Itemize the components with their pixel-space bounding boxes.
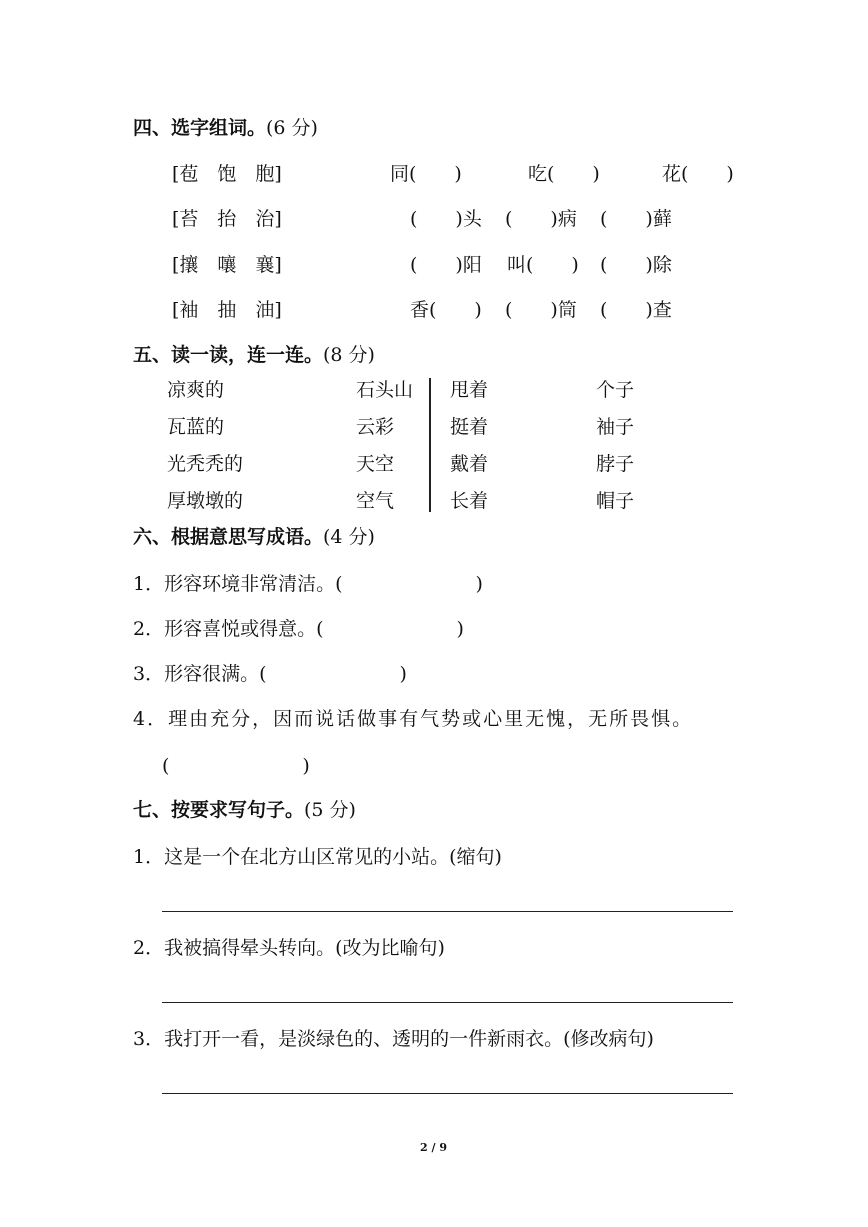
match-right-a-4: 长着	[450, 490, 489, 512]
blank-4-1: 香( )	[410, 299, 482, 321]
section-7-title: 七、按要求写句子。	[133, 799, 305, 821]
match-right-a-2: 挺着	[450, 416, 489, 438]
answer-line-1[interactable]	[162, 911, 733, 912]
section-7-heading	[133, 801, 356, 820]
match-left-b-1: 石头山	[356, 379, 414, 401]
char-group-2: [苔 抬 治]	[172, 208, 282, 230]
blank-1-3: 花( )	[662, 163, 734, 185]
section-6-heading	[133, 528, 375, 547]
match-right-b-4: 帽子	[596, 490, 635, 512]
match-right-b-2: 袖子	[596, 416, 635, 438]
section-5-heading	[133, 346, 375, 365]
section-7-points: (5 分)	[304, 799, 356, 821]
sentence-task-1: 1．这是一个在北方山区常见的小站。(缩句)	[133, 846, 502, 868]
page-number: 2 / 9	[420, 1141, 447, 1154]
blank-1-2: 吃( )	[528, 163, 600, 185]
section-5-points: (8 分)	[323, 344, 375, 366]
blank-2-3: ( )藓	[600, 208, 672, 230]
match-right-b-3: 脖子	[596, 453, 635, 475]
match-right-b-1: 个子	[596, 379, 635, 401]
match-left-b-3: 天空	[356, 453, 395, 475]
blank-4-2: ( )筒	[505, 299, 577, 321]
answer-line-2[interactable]	[162, 1002, 733, 1003]
match-left-a-3: 光秃秃的	[167, 453, 244, 475]
section-4-points: (6 分)	[266, 117, 318, 139]
blank-2-2: ( )病	[505, 208, 577, 230]
section-4-heading	[133, 119, 318, 138]
char-group-1: [苞 饱 胞]	[172, 163, 282, 185]
idiom-item-2: 2．形容喜悦或得意。( )	[133, 618, 464, 640]
column-divider	[429, 378, 431, 512]
match-right-a-3: 戴着	[450, 453, 489, 475]
blank-3-1: ( )阳	[410, 254, 482, 276]
section-4-title: 四、选字组词。	[133, 117, 267, 139]
blank-3-3: ( )除	[600, 254, 672, 276]
idiom-item-3: 3．形容很满。( )	[133, 663, 407, 685]
idiom-item-4: 4．理由充分，因而说话做事有气势或心里无愧，无所畏惧。	[133, 708, 694, 730]
match-left-b-2: 云彩	[356, 416, 395, 438]
blank-3-2: 叫( )	[507, 254, 579, 276]
char-group-3: [攘 嚷 襄]	[172, 254, 282, 276]
blank-2-1: ( )头	[410, 208, 482, 230]
idiom-item-4-blank: ( )	[162, 755, 310, 777]
blank-1-1: 同( )	[390, 163, 462, 185]
blank-4-3: ( )查	[600, 299, 672, 321]
sentence-task-2: 2．我被搞得晕头转向。(改为比喻句)	[133, 937, 445, 959]
match-left-a-1: 凉爽的	[167, 379, 225, 401]
char-group-4: [袖 抽 油]	[172, 299, 282, 321]
match-left-a-2: 瓦蓝的	[167, 416, 225, 438]
answer-line-3[interactable]	[162, 1093, 733, 1094]
idiom-item-1: 1．形容环境非常清洁。( )	[133, 573, 483, 595]
section-5-title: 五、读一读，连一连。	[133, 344, 324, 366]
section-6-title: 六、根据意思写成语。	[133, 526, 324, 548]
sentence-task-3: 3．我打开一看，是淡绿色的、透明的一件新雨衣。(修改病句)	[133, 1028, 654, 1050]
match-left-a-4: 厚墩墩的	[167, 490, 244, 512]
section-6-points: (4 分)	[323, 526, 375, 548]
match-right-a-1: 甩着	[450, 379, 489, 401]
match-left-b-4: 空气	[356, 490, 395, 512]
